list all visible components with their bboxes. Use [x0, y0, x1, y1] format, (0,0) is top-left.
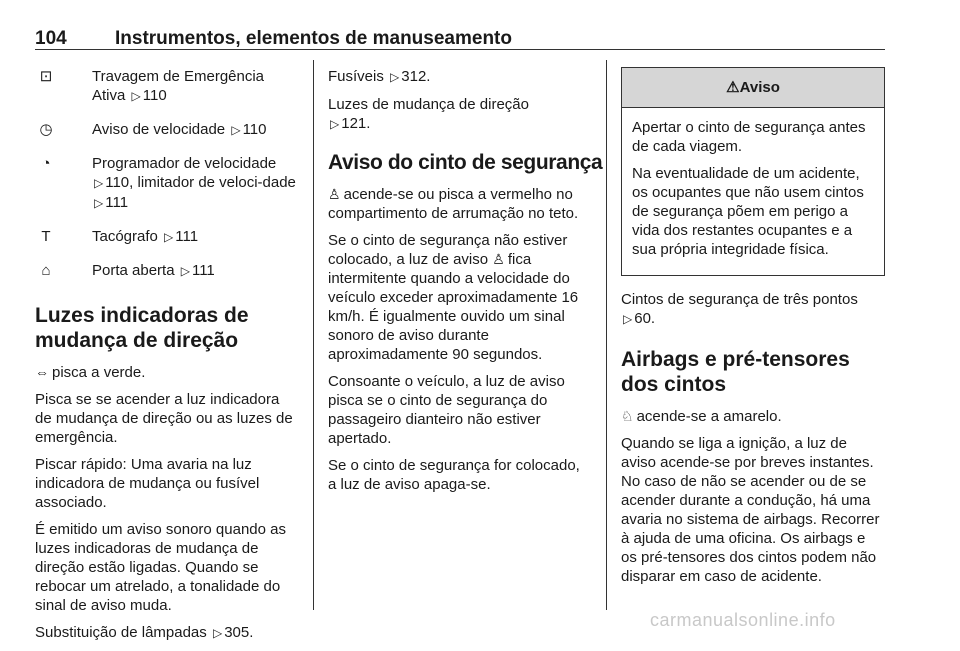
turn-signal-icon: ⇔: [35, 364, 49, 380]
paragraph: Quando se liga a ignição, a luz de aviso acende-se por breves instantes. No caso de não se acender ou de se acender durante a condução, há uma avaria no sistema de airbags. Recorrer à ajuda de uma oficina. Os airbags e os pré-tensores dos cintos podem não disparar em caso de acidente.: [621, 435, 880, 585]
page-ref[interactable]: 111: [191, 262, 215, 279]
seat-belt-icon: ♙: [492, 251, 505, 267]
tachograph-icon: T: [41, 228, 51, 245]
paragraph: Consoante o veículo, a luz de aviso pisca se o cinto de segurança do passageiro dianteiro não estiver apertado.: [328, 373, 565, 447]
paragraph: Apertar o cinto de segurança antes de cada viagem.: [632, 119, 866, 155]
warning-box: [621, 67, 885, 276]
warning-triangle-icon: ⚠: [726, 79, 740, 96]
page-ref[interactable]: 111: [175, 228, 199, 245]
speed-warning-icon: ◷: [39, 121, 53, 138]
paragraph: Pisca se se acender a luz indicadora de mudança de direção ou as luzes de emergência.: [35, 391, 293, 446]
paragraph: Se o cinto de segurança for colocado, a luz de aviso apaga-se.: [328, 457, 580, 493]
airbag-icon: ♘: [621, 408, 634, 424]
paragraph: Fusíveis ▷ 312.: [328, 68, 431, 85]
page-ref[interactable]: 110, limitador de veloci-dade: [105, 174, 296, 191]
door-open-icon: ⌂: [41, 262, 51, 279]
page-ref[interactable]: 312.: [401, 68, 431, 85]
paragraph: É emitido um aviso sonoro quando as luzes indicadoras de mudança de direção estão ligadas. Quando se rebocar um atrelado, a tonalidade do sinal de aviso muda.: [35, 521, 286, 614]
paragraph: Na eventualidade de um acidente, os ocupantes que não usem cintos de segurança põem em perigo a vida dos restantes ocupantes e a sua própria integridade física.: [632, 165, 864, 258]
seat-belt-icon: ♙: [328, 186, 341, 202]
page-ref[interactable]: 111: [105, 194, 129, 211]
page-ref-arrow-icon[interactable]: ▷: [131, 89, 141, 103]
page-ref-arrow-icon[interactable]: ▷: [164, 230, 174, 244]
watermark: carmanualsonline.info: [650, 610, 836, 630]
page-ref[interactable]: 110: [142, 87, 167, 104]
page-ref-arrow-icon[interactable]: ▷: [231, 123, 241, 137]
paragraph: Piscar rápido: Uma avaria na luz indicadora de mudança ou fusível associado.: [35, 456, 260, 511]
brake-assist-icon: ⊡: [39, 68, 53, 85]
warning-body: [622, 108, 884, 275]
list-item: T Tacógrafo ▷ 111: [35, 227, 299, 247]
warning-header: ⚠Aviso: [622, 68, 884, 108]
page-ref-arrow-icon[interactable]: ▷: [180, 264, 190, 278]
page-ref-arrow-icon[interactable]: ▷: [330, 117, 340, 131]
page-ref[interactable]: 110: [242, 121, 267, 138]
paragraph: Luzes de mudança de direção ▷ 121.: [328, 96, 529, 132]
column-2: [328, 67, 603, 502]
cruise-control-icon: ◔: [41, 155, 51, 172]
page-number: 104: [35, 28, 67, 49]
section-heading-airbags: Airbags e pré-tensores dos cintos: [621, 348, 850, 396]
header-rule: [35, 49, 885, 50]
paragraph: ♙ acende-se ou pisca a vermelho no compartimento de arrumação no teto.: [328, 186, 579, 222]
page-ref[interactable]: 305.: [224, 624, 254, 641]
section-heading-seat-belt: Aviso do cinto de segurança: [328, 151, 603, 174]
paragraph: ♘ acende-se a amarelo.: [621, 408, 782, 425]
page-ref-arrow-icon[interactable]: ▷: [94, 196, 104, 210]
page-ref[interactable]: 121.: [341, 115, 371, 132]
paragraph: Cintos de segurança de três pontos ▷ 60.: [621, 291, 858, 327]
list-item: ⊡ Travagem de Emergência Ativa ▷ 110: [35, 67, 299, 106]
paragraph: ⇔ pisca a verde.: [35, 364, 146, 381]
column-divider-2: [606, 60, 607, 610]
page-ref-arrow-icon[interactable]: ▷: [390, 70, 400, 84]
paragraph: Se o cinto de segurança não estiver colocado, a luz de aviso ♙ fica intermitente quando a velocidade do veículo exceder aproximadamente 16 km/h. É igualmente ouvido um sinal sonoro de aviso durante aproximadamente 90 segundos.: [328, 232, 579, 363]
column-3: [621, 67, 885, 594]
section-heading-turn-signals: Luzes indicadoras de mudança de direção: [35, 304, 249, 352]
page-ref-arrow-icon[interactable]: ▷: [623, 312, 633, 326]
page-ref-arrow-icon[interactable]: ▷: [212, 626, 223, 640]
list-item: ◷ Aviso de velocidade ▷ 110: [35, 120, 299, 140]
page-ref-arrow-icon[interactable]: ▷: [94, 176, 104, 190]
list-item: ◔ Programador de velocidade ▷ 110, limitador de veloci-dade ▷ 111: [35, 154, 299, 213]
list-item: ⌂ Porta aberta ▷ 111: [35, 261, 299, 281]
page-ref[interactable]: 60.: [634, 310, 656, 327]
page-title: Instrumentos, elementos de manuseamento: [115, 28, 512, 49]
column-divider-1: [313, 60, 314, 610]
column-1: [35, 67, 299, 651]
page-header: [35, 8, 885, 48]
paragraph: Substituição de lâmpadas ▷ 305.: [35, 624, 254, 641]
